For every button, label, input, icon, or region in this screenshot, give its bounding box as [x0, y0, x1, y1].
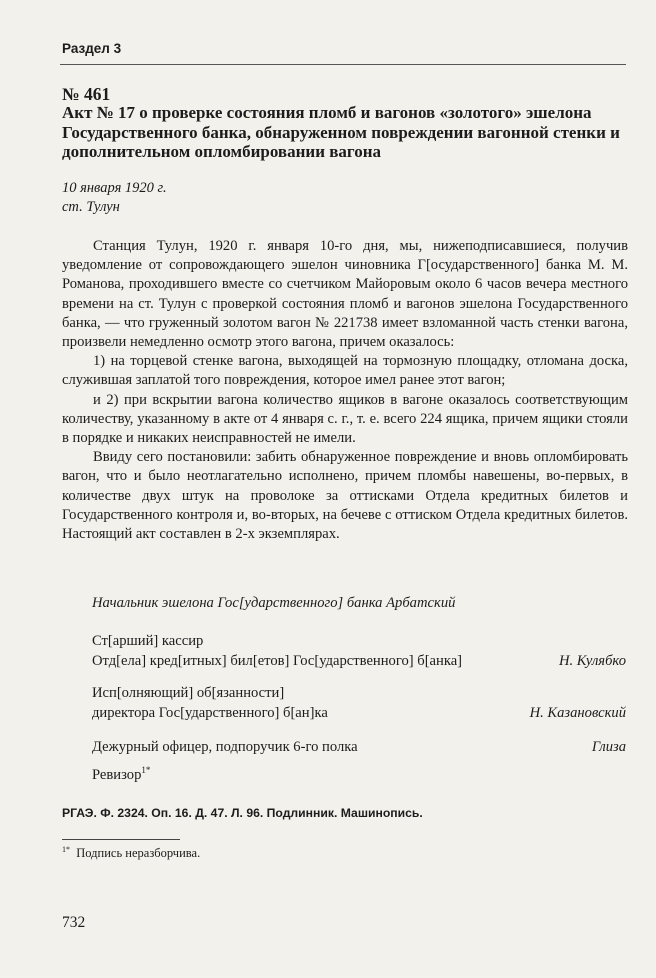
- signature-cashier-title-2: Отд[ела] кред[итных] бил[етов] Гос[ударственного] б[анка]: [92, 653, 463, 669]
- body-paragraph: 1) на торцевой стенке вагона, выходящей на тормозную площадку, отломана доска, служившая заплатой того повреждения, которое имел ранее этот вагон;: [62, 353, 628, 389]
- signature-officer-title: Дежурный офицер, подпоручик 6-го полка: [92, 739, 358, 755]
- footnote-text: Подпись неразборчива.: [76, 846, 201, 860]
- page-number: 732: [62, 914, 86, 931]
- footnote-divider: [62, 839, 180, 840]
- signature-officer-block: [92, 738, 626, 757]
- signature-cashier-block: [92, 652, 626, 671]
- document-number: № 461: [62, 84, 111, 104]
- document-body: [62, 237, 628, 544]
- footnote: [62, 846, 200, 861]
- signature-officer-name: Глиза: [591, 739, 626, 755]
- signature-chief: Начальник эшелона Гос[ударственного] банка Арбатский: [92, 595, 456, 611]
- signature-director-name: Н. Казановский: [529, 705, 626, 721]
- signature-director-title-2: директора Гос[ударственного] б[ан]ка: [92, 705, 328, 721]
- document-place: ст. Тулун: [62, 199, 120, 215]
- archival-source: РГАЭ. Ф. 2324. Оп. 16. Д. 47. Л. 96. Подлинник. Машинопись.: [62, 806, 423, 820]
- document-date: 10 января 1920 г.: [62, 180, 167, 196]
- signature-director-block: [92, 704, 626, 723]
- footnote-reference-mark[interactable]: 1*: [141, 765, 151, 776]
- body-paragraph: и 2) при вскрытии вагона количество ящиков в вагоне оказалось соответствующим количеству, указанному в акте от 4 января с. г., т. е. всего 224 ящика, причем ящики стояли в порядке и никаких неисправностей не имели.: [62, 391, 628, 447]
- signature-auditor: [92, 766, 626, 785]
- footnote-mark: 1*: [62, 844, 70, 854]
- header-divider: [60, 64, 626, 65]
- signature-cashier-title-1: Ст[арший] кассир: [92, 633, 204, 649]
- signature-director-title-1: Исп[олняющий] об[язанности]: [92, 685, 285, 701]
- section-header: Раздел 3: [62, 41, 122, 56]
- body-paragraph: Станция Тулун, 1920 г. января 10-го дня, мы, нижеподписавшиеся, получив уведомление от сопровождающего эшелон чиновника Г[осударственного] банка М. М. Романова, проходившего вместе со счетчиком Майоровым около 6 часов вечера местного времени на ст. Тулун с проверкой состояния пломб и вагонов эшелона Государственного банка, — что груженный золотом вагон № 221738 имеет взломанной часть стенки вагона, произвели немедленно осмотр этого вагона, причем оказалось:: [62, 238, 628, 351]
- signature-cashier-name: Н. Кулябко: [558, 653, 626, 669]
- body-paragraph: Ввиду сего постановили: забить обнаруженное повреждение и вновь опломбировать вагон, что и было неотлагательно исполнено, причем пломбы навешены, во-первых, в количестве двух штук на проволоке за оттисками Отдела кредитных билетов и Государственного контроля и, во-вторых, на бечеве с оттиском Отдела кредитных билетов. Настоящий акт составлен в 2-х экземплярах.: [62, 449, 628, 543]
- document-title: Акт № 17 о проверке состояния пломб и вагонов «золотого» эшелона Государственного банка, обнаруженном повреждении вагонной стенки и дополнительном опломбировании вагона: [62, 103, 620, 161]
- signature-auditor-title: Ревизор: [92, 767, 142, 783]
